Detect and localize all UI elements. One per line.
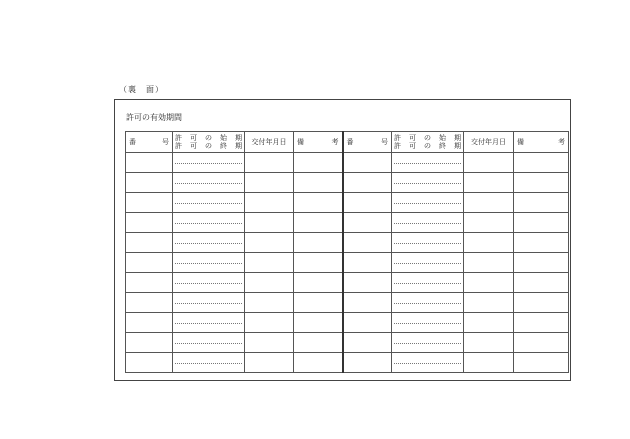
remarks-cell (514, 333, 569, 353)
remarks-cell (514, 173, 569, 193)
issue-date-cell (245, 353, 294, 373)
permit-period-cell (392, 173, 464, 193)
period-divider-dotted-line (173, 213, 244, 232)
remarks-cell (514, 313, 569, 333)
issue-date-cell (464, 173, 514, 193)
table-row (126, 233, 569, 253)
number-cell (343, 353, 392, 373)
issue-date-cell (245, 153, 294, 173)
issue-date-cell (245, 293, 294, 313)
period-divider-dotted-line (392, 173, 463, 192)
permit-period-cell (392, 213, 464, 233)
remarks-cell (294, 173, 343, 193)
permit-period-cell (392, 313, 464, 333)
header-issue-date: 交付年月日 (464, 132, 514, 153)
permit-period-cell (173, 293, 245, 313)
number-cell (126, 173, 173, 193)
table-row (126, 213, 569, 233)
issue-date-cell (464, 313, 514, 333)
issue-date-cell (464, 353, 514, 373)
permit-period-cell (392, 273, 464, 293)
period-divider-dotted-line (173, 293, 244, 312)
issue-date-cell (245, 173, 294, 193)
number-cell (343, 173, 392, 193)
remarks-cell (294, 313, 343, 333)
period-divider-dotted-line (173, 153, 244, 172)
number-cell (126, 333, 173, 353)
number-cell (343, 153, 392, 173)
period-divider-dotted-line (392, 253, 463, 272)
number-cell (343, 233, 392, 253)
issue-date-cell (245, 273, 294, 293)
issue-date-cell (245, 313, 294, 333)
issue-date-cell (464, 153, 514, 173)
header-remarks: 備 考 (514, 132, 569, 153)
table-row (126, 313, 569, 333)
table-row (126, 253, 569, 273)
number-cell (126, 213, 173, 233)
permit-validity-table (125, 131, 569, 373)
period-divider-dotted-line (392, 213, 463, 232)
number-cell (343, 333, 392, 353)
remarks-cell (514, 153, 569, 173)
period-divider-dotted-line (392, 153, 463, 172)
remarks-cell (294, 153, 343, 173)
number-cell (126, 253, 173, 273)
permit-period-cell (173, 153, 245, 173)
period-divider-dotted-line (173, 353, 244, 372)
remarks-cell (294, 233, 343, 253)
period-divider-dotted-line (392, 333, 463, 352)
period-divider-dotted-line (173, 253, 244, 272)
number-cell (126, 313, 173, 333)
remarks-cell (514, 193, 569, 213)
permit-period-cell (173, 193, 245, 213)
period-divider-dotted-line (392, 233, 463, 252)
header-remarks: 備 考 (294, 132, 343, 153)
permit-period-cell (392, 333, 464, 353)
remarks-cell (294, 353, 343, 373)
remarks-cell (514, 353, 569, 373)
table-row (126, 173, 569, 193)
issue-date-cell (245, 213, 294, 233)
header-permit-period: 許 可 の 始 期 許 可 の 終 期 (173, 132, 245, 153)
period-divider-dotted-line (392, 353, 463, 372)
table-row (126, 353, 569, 373)
period-divider-dotted-line (392, 313, 463, 332)
permit-period-cell (392, 193, 464, 213)
number-cell (343, 313, 392, 333)
period-divider-dotted-line (173, 333, 244, 352)
permit-period-cell (392, 233, 464, 253)
remarks-cell (514, 213, 569, 233)
number-cell (343, 193, 392, 213)
page-side-label: （裏 面） (119, 85, 164, 94)
header-number: 番 号 (343, 132, 392, 153)
table-row (126, 293, 569, 313)
table-row (126, 193, 569, 213)
permit-period-cell (392, 253, 464, 273)
remarks-cell (514, 233, 569, 253)
period-divider-dotted-line (173, 233, 244, 252)
number-cell (126, 153, 173, 173)
permit-period-cell (392, 153, 464, 173)
permit-period-cell (392, 293, 464, 313)
permit-period-cell (173, 173, 245, 193)
issue-date-cell (245, 233, 294, 253)
number-cell (126, 273, 173, 293)
table-row (126, 153, 569, 173)
table-row (126, 333, 569, 353)
header-issue-date: 交付年月日 (245, 132, 294, 153)
permit-period-cell (173, 313, 245, 333)
number-cell (126, 233, 173, 253)
remarks-cell (294, 193, 343, 213)
issue-date-cell (245, 193, 294, 213)
permit-period-cell (173, 353, 245, 373)
section-title: 許可の有効期間 (126, 113, 182, 122)
period-divider-dotted-line (392, 273, 463, 292)
permit-period-cell (173, 273, 245, 293)
permit-period-cell (173, 213, 245, 233)
period-divider-dotted-line (173, 313, 244, 332)
number-cell (126, 193, 173, 213)
issue-date-cell (464, 273, 514, 293)
number-cell (343, 253, 392, 273)
permit-period-cell (173, 253, 245, 273)
issue-date-cell (464, 213, 514, 233)
period-divider-dotted-line (392, 193, 463, 212)
header-permit-period: 許 可 の 始 期 許 可 の 終 期 (392, 132, 464, 153)
issue-date-cell (464, 253, 514, 273)
header-number: 番 号 (126, 132, 173, 153)
permit-period-cell (392, 353, 464, 373)
table-header-row (126, 132, 569, 153)
remarks-cell (294, 253, 343, 273)
number-cell (126, 293, 173, 313)
permit-period-cell (173, 233, 245, 253)
number-cell (343, 213, 392, 233)
number-cell (343, 273, 392, 293)
remarks-cell (514, 273, 569, 293)
table-row (126, 273, 569, 293)
period-divider-dotted-line (173, 273, 244, 292)
remarks-cell (294, 273, 343, 293)
permit-period-cell (173, 333, 245, 353)
period-divider-dotted-line (392, 293, 463, 312)
remarks-cell (514, 253, 569, 273)
remarks-cell (294, 213, 343, 233)
issue-date-cell (464, 293, 514, 313)
issue-date-cell (245, 333, 294, 353)
issue-date-cell (464, 193, 514, 213)
issue-date-cell (464, 333, 514, 353)
permit-validity-form (114, 99, 571, 381)
issue-date-cell (464, 233, 514, 253)
number-cell (343, 293, 392, 313)
remarks-cell (514, 293, 569, 313)
period-divider-dotted-line (173, 173, 244, 192)
number-cell (126, 353, 173, 373)
remarks-cell (294, 333, 343, 353)
issue-date-cell (245, 253, 294, 273)
period-divider-dotted-line (173, 193, 244, 212)
remarks-cell (294, 293, 343, 313)
